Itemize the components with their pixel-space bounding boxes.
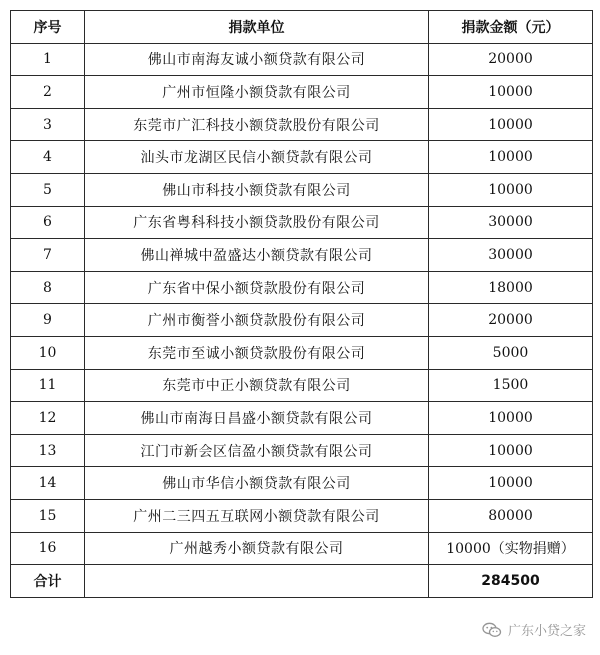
row-no: 12 (11, 402, 85, 435)
table-row (11, 43, 593, 76)
row-no: 9 (11, 304, 85, 337)
row-org: 东莞市至诚小额贷款股份有限公司 (85, 336, 429, 369)
row-org: 东莞市中正小额贷款有限公司 (85, 369, 429, 402)
row-amount: 30000 (429, 239, 593, 272)
row-no: 15 (11, 499, 85, 532)
row-no: 16 (11, 532, 85, 565)
total-label: 合计 (11, 565, 85, 598)
row-org: 广州二三四五互联网小额贷款有限公司 (85, 499, 429, 532)
row-org: 佛山市科技小额贷款有限公司 (85, 173, 429, 206)
row-org: 汕头市龙湖区民信小额贷款有限公司 (85, 141, 429, 174)
row-no: 4 (11, 141, 85, 174)
row-amount: 80000 (429, 499, 593, 532)
table-row (11, 467, 593, 500)
row-amount: 10000 (429, 76, 593, 109)
watermark-text: 广东小贷之家 (507, 624, 586, 639)
header-amount: 捐款金额（元） (429, 11, 593, 44)
table-row (11, 108, 593, 141)
table-row (11, 499, 593, 532)
row-org: 广州市恒隆小额贷款有限公司 (85, 76, 429, 109)
table-row (11, 304, 593, 337)
row-org: 佛山禅城中盈盛达小额贷款有限公司 (85, 239, 429, 272)
table-row (11, 532, 593, 565)
row-no: 7 (11, 239, 85, 272)
row-no: 10 (11, 336, 85, 369)
header-no: 序号 (11, 11, 85, 44)
table-row (11, 271, 593, 304)
row-amount: 5000 (429, 336, 593, 369)
table-row (11, 336, 593, 369)
header-org: 捐款单位 (85, 11, 429, 44)
row-org: 佛山市南海日昌盛小额贷款有限公司 (85, 402, 429, 435)
row-amount: 10000 (429, 108, 593, 141)
total-empty-cell (85, 565, 429, 598)
table-row (11, 434, 593, 467)
row-amount: 10000（实物捐赠） (429, 532, 593, 565)
row-amount: 18000 (429, 271, 593, 304)
table-row (11, 173, 593, 206)
table-row (11, 76, 593, 109)
row-no: 13 (11, 434, 85, 467)
row-org: 广州越秀小额贷款有限公司 (85, 532, 429, 565)
table-row (11, 369, 593, 402)
row-amount: 10000 (429, 173, 593, 206)
row-org: 广州市衡誉小额贷款股份有限公司 (85, 304, 429, 337)
total-row (11, 565, 593, 598)
row-org: 广东省粤科科技小额贷款股份有限公司 (85, 206, 429, 239)
row-amount: 20000 (429, 304, 593, 337)
row-amount: 30000 (429, 206, 593, 239)
table-row (11, 239, 593, 272)
row-no: 5 (11, 173, 85, 206)
row-amount: 10000 (429, 402, 593, 435)
table-row (11, 402, 593, 435)
row-no: 1 (11, 43, 85, 76)
row-org: 东莞市广汇科技小额贷款股份有限公司 (85, 108, 429, 141)
watermark (482, 620, 586, 639)
donation-table (10, 10, 593, 598)
row-org: 广东省中保小额贷款股份有限公司 (85, 271, 429, 304)
row-org: 佛山市南海友诚小额贷款有限公司 (85, 43, 429, 76)
table-row (11, 141, 593, 174)
row-amount: 1500 (429, 369, 593, 402)
row-no: 14 (11, 467, 85, 500)
total-amount: 284500 (429, 565, 593, 598)
row-no: 2 (11, 76, 85, 109)
row-amount: 10000 (429, 434, 593, 467)
row-no: 8 (11, 271, 85, 304)
row-no: 11 (11, 369, 85, 402)
table-row (11, 206, 593, 239)
wechat-icon (482, 622, 502, 638)
row-amount: 10000 (429, 467, 593, 500)
row-no: 3 (11, 108, 85, 141)
table-header-row (11, 11, 593, 44)
row-amount: 10000 (429, 141, 593, 174)
row-org: 江门市新会区信盈小额贷款有限公司 (85, 434, 429, 467)
row-amount: 20000 (429, 43, 593, 76)
row-no: 6 (11, 206, 85, 239)
row-org: 佛山市华信小额贷款有限公司 (85, 467, 429, 500)
